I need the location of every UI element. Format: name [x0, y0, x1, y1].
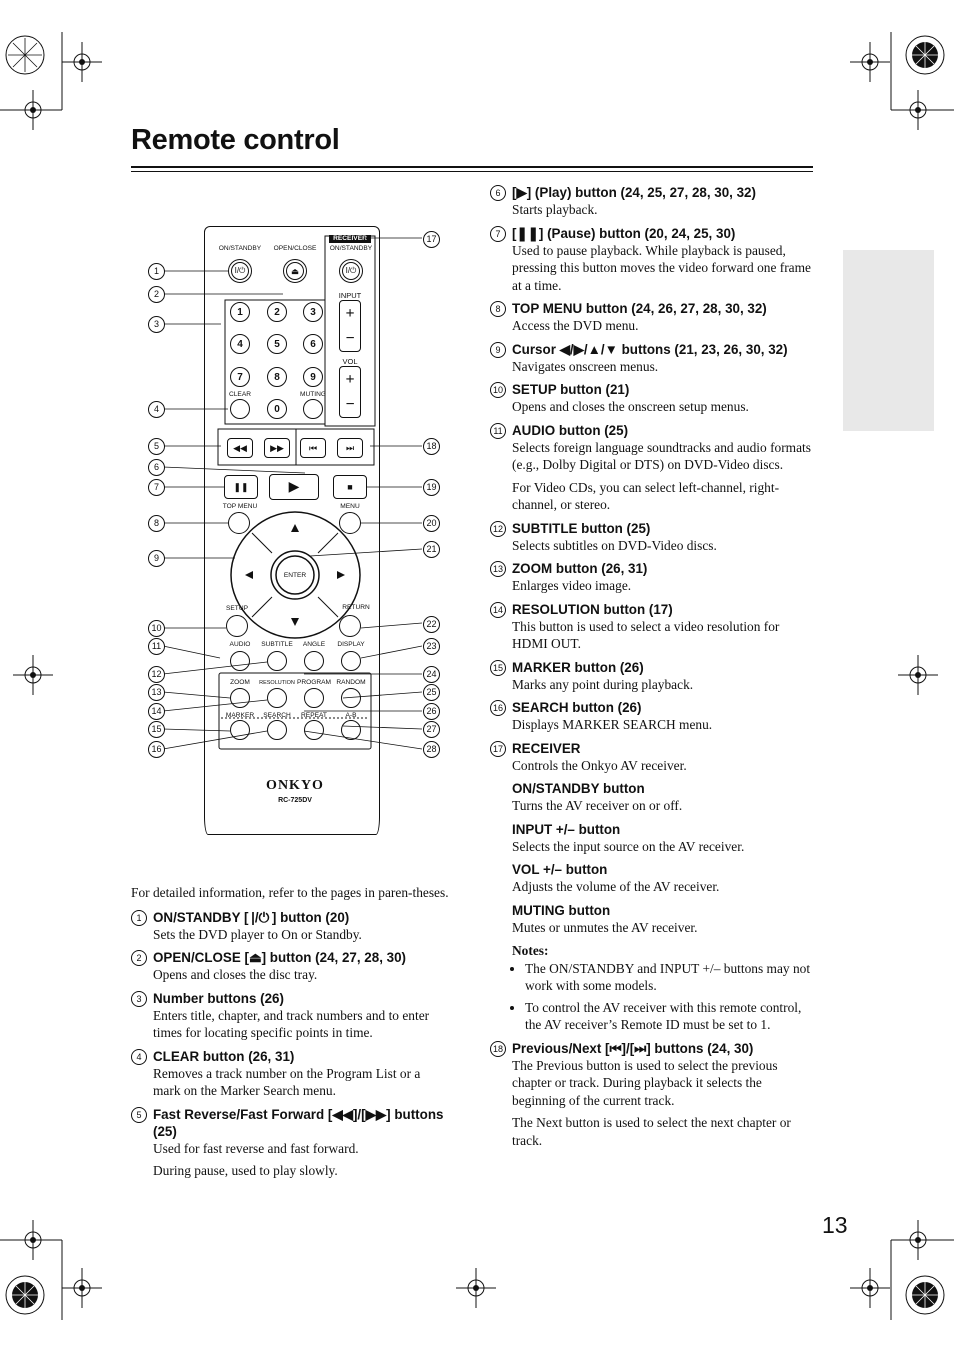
label-subtitle: SUBTITLE [261, 641, 293, 648]
notes-list [512, 960, 812, 1034]
sub-description: Mutes or unmutes the AV receiver. [512, 919, 698, 935]
callout-10: 10 [148, 620, 165, 637]
item-9 [495, 341, 812, 376]
receiver-sub-item [512, 780, 812, 815]
plus-icon: + [345, 304, 355, 322]
item-1 [136, 909, 451, 944]
label-clear: CLEAR [229, 391, 251, 398]
minus-icon: − [345, 395, 355, 413]
open-close-button[interactable]: ⏏ [283, 259, 307, 283]
item-paragraph: During pause, used to play slowly. [153, 1163, 338, 1178]
callout-14: 14 [148, 703, 165, 720]
previous-icon: ⏮ [308, 442, 318, 453]
item-description [512, 618, 812, 653]
label-receiver: RECEIVER [333, 235, 367, 242]
item-number-badge: 18 [490, 1041, 506, 1057]
item-4 [136, 1048, 451, 1100]
digit-button-9[interactable]: 9 [303, 367, 323, 387]
on-standby-button[interactable]: I/⏻ [228, 259, 252, 283]
receiver-item [492, 740, 812, 1034]
item-heading: [❚❚] (Pause) button (20, 24, 25, 30) [512, 225, 736, 241]
item-paragraph: Enters title, chapter, and track numbers and to enter times for locating specific points in time. [153, 1007, 430, 1040]
item-number-badge: 10 [490, 382, 506, 398]
item-paragraph: Opens and closes the disc tray. [153, 967, 318, 982]
fast-reverse-icon: ◀◀ [233, 442, 247, 453]
prevnext-desc [512, 1057, 812, 1150]
sub-description: Selects the input source on the AV receiver. [512, 838, 745, 854]
item-heading: AUDIO button (25) [512, 422, 629, 438]
callout-11: 11 [148, 638, 165, 655]
item-7 [495, 225, 812, 295]
item-11 [493, 422, 812, 514]
label-zoom: ZOOM [230, 679, 250, 686]
item-description [153, 1007, 451, 1042]
pause-icon: ❚❚ [233, 481, 249, 492]
item-paragraph: Starts playback. [512, 202, 598, 217]
sub-heading: MUTING button [512, 902, 611, 918]
callout-6: 6 [148, 459, 165, 476]
minus-icon: − [345, 329, 355, 347]
brand-logo: ONKYO [266, 778, 324, 793]
item-heading: ZOOM button (26, 31) [512, 561, 648, 576]
digit-button-4[interactable]: 4 [230, 334, 250, 354]
callout-17: 17 [423, 231, 440, 248]
item-heading: OPEN/CLOSE [⏏] button (24, 27, 28, 30) [153, 950, 406, 965]
digit-button-8[interactable]: 8 [267, 367, 287, 387]
left-item-list [131, 909, 451, 1180]
label-input: INPUT [338, 291, 362, 300]
callout-2: 2 [148, 286, 165, 303]
receiver-heading: RECEIVER [512, 740, 581, 756]
right-item-list [492, 184, 812, 734]
label-return: RETURN [342, 604, 370, 611]
label-ab: A-B [345, 712, 357, 719]
item-12 [492, 520, 812, 555]
item-number-badge: 9 [490, 342, 506, 358]
item-number-badge: 2 [131, 950, 147, 966]
item-6 [495, 184, 812, 219]
title-rule [131, 166, 813, 168]
callout-21: 21 [423, 541, 440, 558]
callout-9: 9 [148, 550, 165, 567]
callout-28: 28 [423, 741, 440, 758]
sub-heading: INPUT +/– button [512, 821, 621, 837]
item-8 [495, 300, 812, 335]
label-muting: MUTING [299, 391, 327, 398]
receiver-sub-list [512, 780, 812, 936]
item-description [153, 1065, 451, 1100]
digit-button-2[interactable]: 2 [267, 302, 287, 322]
label-top-menu: TOP MENU [222, 503, 258, 510]
item-number-badge: 5 [131, 1107, 147, 1123]
item-description [512, 439, 812, 514]
item-description [512, 537, 812, 555]
label-program: PROGRAM [296, 679, 332, 686]
plus-icon: + [345, 370, 355, 388]
item-number-badge: 11 [490, 423, 506, 439]
callout-12: 12 [148, 666, 165, 683]
callout-7: 7 [148, 479, 165, 496]
right-column [492, 184, 812, 1155]
fast-forward-icon: ▶▶ [270, 442, 284, 453]
page-title: Remote control [131, 124, 340, 156]
item-paragraph: Marks any point during playback. [512, 676, 694, 692]
label-marker: MARKER [225, 712, 255, 719]
item-description [512, 242, 812, 295]
item-paragraph: Navigates onscreen menus. [512, 358, 659, 374]
item-paragraph: This button is used to select a video resolution for HDMI OUT. [512, 618, 780, 651]
item-number-badge: 6 [490, 185, 506, 201]
item-number-badge: 17 [490, 741, 506, 757]
item-heading: SETUP button (21) [512, 382, 630, 397]
item-16 [492, 699, 812, 734]
label-setup: SETUP [226, 605, 248, 612]
play-icon: ▶ [288, 479, 300, 495]
digit-button-3[interactable]: 3 [303, 302, 323, 322]
label-angle: ANGLE [302, 641, 326, 648]
callout-8: 8 [148, 515, 165, 532]
item-heading: MARKER button (26) [512, 659, 644, 675]
prevnext-item [492, 1040, 812, 1150]
sub-heading: ON/STANDBY button [512, 781, 645, 796]
digit-button-6[interactable]: 6 [303, 334, 323, 354]
model-name: RC-725DV [278, 797, 312, 804]
item-10 [492, 381, 812, 416]
item-description [153, 966, 451, 984]
item-number-badge: 12 [490, 521, 506, 537]
item-heading: RESOLUTION button (17) [512, 601, 673, 617]
item-description [512, 577, 812, 595]
item-number-badge: 15 [490, 660, 506, 676]
digit-button-5[interactable]: 5 [267, 334, 287, 354]
item-heading: Number buttons (26) [153, 990, 284, 1006]
callout-leaders [140, 226, 440, 766]
stop-icon: ■ [347, 482, 353, 492]
item-heading: [▶] (Play) button (24, 25, 27, 28, 30, 32) [512, 185, 756, 200]
label-on-standby: ON/STANDBY [218, 245, 262, 252]
item-description [512, 676, 812, 694]
callout-3: 3 [148, 316, 165, 333]
item-number-badge: 14 [490, 602, 506, 618]
callout-5: 5 [148, 438, 165, 455]
label-repeat: REPEAT [301, 712, 327, 719]
item-paragraph: Opens and closes the onscreen setup menus. [512, 399, 749, 414]
notes-title: Notes: [512, 943, 549, 958]
callout-20: 20 [423, 515, 440, 532]
left-column [131, 884, 451, 1186]
callout-16: 16 [148, 741, 165, 758]
callout-22: 22 [423, 616, 440, 633]
sub-description: Turns the AV receiver on or off. [512, 798, 683, 813]
digit-button-7[interactable]: 7 [230, 367, 250, 387]
item-heading: TOP MENU button (24, 26, 27, 28, 30, 32) [512, 301, 767, 316]
item-15 [492, 659, 812, 694]
callout-18: 18 [423, 438, 440, 455]
callout-15: 15 [148, 721, 165, 738]
callout-27: 27 [423, 721, 440, 738]
label-open-close: OPEN/CLOSE [273, 245, 317, 252]
label-enter: ENTER [283, 572, 307, 579]
item-paragraph: The Next button is used to select the next chapter or track. [512, 1115, 791, 1148]
label-vol: VOL [342, 357, 358, 366]
label-search: SEARCH [263, 712, 291, 719]
item-description [512, 358, 812, 376]
intro-text: For detailed information, refer to the pages in paren-theses. [131, 885, 449, 900]
item-3 [136, 990, 451, 1042]
callout-26: 26 [423, 703, 440, 720]
item-number-badge: 7 [490, 226, 506, 242]
item-2 [136, 949, 451, 984]
item-number-badge: 16 [490, 700, 506, 716]
digit-button-0[interactable]: 0 [267, 399, 287, 419]
item-paragraph: Selects foreign language soundtracks and audio formats (e.g., Dolby Digital or DTS) on DVD-Video discs. [512, 439, 811, 472]
callout-4: 4 [148, 401, 165, 418]
item-paragraph: Displays MARKER SEARCH menu. [512, 717, 713, 732]
item-number-badge: 13 [490, 561, 506, 577]
receiver-desc: Controls the Onkyo AV receiver. [512, 757, 687, 773]
callout-25: 25 [423, 684, 440, 701]
item-13 [492, 560, 812, 595]
item-number-badge: 1 [131, 910, 147, 926]
item-description [153, 926, 451, 944]
item-paragraph: Used for fast reverse and fast forward. [153, 1140, 359, 1156]
note-item: • The ON/STANDBY and INPUT +/– buttons may not work with some models. [525, 960, 812, 995]
side-tab [843, 250, 934, 431]
receiver-on-standby-button[interactable]: I/⏻ [339, 259, 363, 283]
item-number-badge: 3 [131, 991, 147, 1007]
item-14 [492, 601, 812, 653]
item-paragraph: The Previous button is used to select the previous chapter or track. During playback it selects the beginning of the current track. [512, 1057, 778, 1108]
callout-13: 13 [148, 684, 165, 701]
page-number: 13 [822, 1212, 848, 1238]
item-description [512, 317, 812, 335]
item-description [512, 716, 812, 734]
item-heading: SUBTITLE button (25) [512, 520, 651, 536]
receiver-sub-item [512, 902, 812, 937]
item-paragraph: Removes a track number on the Program List or a mark on the Marker Search menu. [153, 1065, 421, 1098]
receiver-sub-item [512, 821, 812, 856]
label-random: RANDOM [336, 679, 366, 686]
item-5 [136, 1106, 451, 1180]
prevnext-heading: Previous/Next [⏮]/[⏭] buttons (24, 30) [512, 1040, 754, 1056]
note-item: • To control the AV receiver with this remote control, the AV receiver’s Remote ID must be set to 1. [525, 999, 812, 1034]
notes [512, 942, 812, 1034]
item-heading: Fast Reverse/Fast Forward [◀◀]/[▶▶] buttons (25) [153, 1106, 444, 1139]
label-display: DISPLAY [337, 641, 365, 648]
item-number-badge: 4 [131, 1049, 147, 1065]
item-heading: ON/STANDBY [ |/⏻ ] button (20) [153, 909, 350, 925]
item-paragraph: Used to pause playback. While playback is paused, pressing this button moves the video forward one frame at a time. [512, 242, 811, 293]
sub-description: Adjusts the volume of the AV receiver. [512, 879, 720, 894]
label-resolution: RESOLUTION [259, 680, 295, 686]
receiver-sub-item [512, 861, 812, 896]
label-audio: AUDIO [229, 641, 251, 648]
callout-24: 24 [423, 666, 440, 683]
item-paragraph: Enlarges video image. [512, 578, 632, 593]
digit-button-1[interactable]: 1 [230, 302, 250, 322]
item-heading: Cursor ◀/▶/▲/▼ buttons (21, 23, 26, 30, 32) [512, 341, 788, 357]
next-icon: ⏭ [345, 442, 355, 453]
label-receiver-on-standby: ON/STANDBY [329, 245, 373, 252]
item-description [153, 1140, 451, 1180]
callout-19: 19 [423, 479, 440, 496]
item-heading: CLEAR button (26, 31) [153, 1048, 295, 1064]
callout-1: 1 [148, 263, 165, 280]
callout-23: 23 [423, 638, 440, 655]
item-paragraph: For Video CDs, you can select left-channel, right-channel, or stereo. [512, 479, 780, 512]
item-description [512, 201, 812, 219]
item-description [512, 398, 812, 416]
item-paragraph: Access the DVD menu. [512, 318, 639, 333]
sub-heading: VOL +/– button [512, 862, 608, 877]
item-number-badge: 8 [490, 301, 506, 317]
title-rule-thin [131, 171, 813, 172]
item-paragraph: Selects subtitles on DVD-Video discs. [512, 537, 717, 553]
item-heading: SEARCH button (26) [512, 700, 642, 715]
label-menu: MENU [340, 503, 360, 510]
item-paragraph: Sets the DVD player to On or Standby. [153, 926, 362, 942]
